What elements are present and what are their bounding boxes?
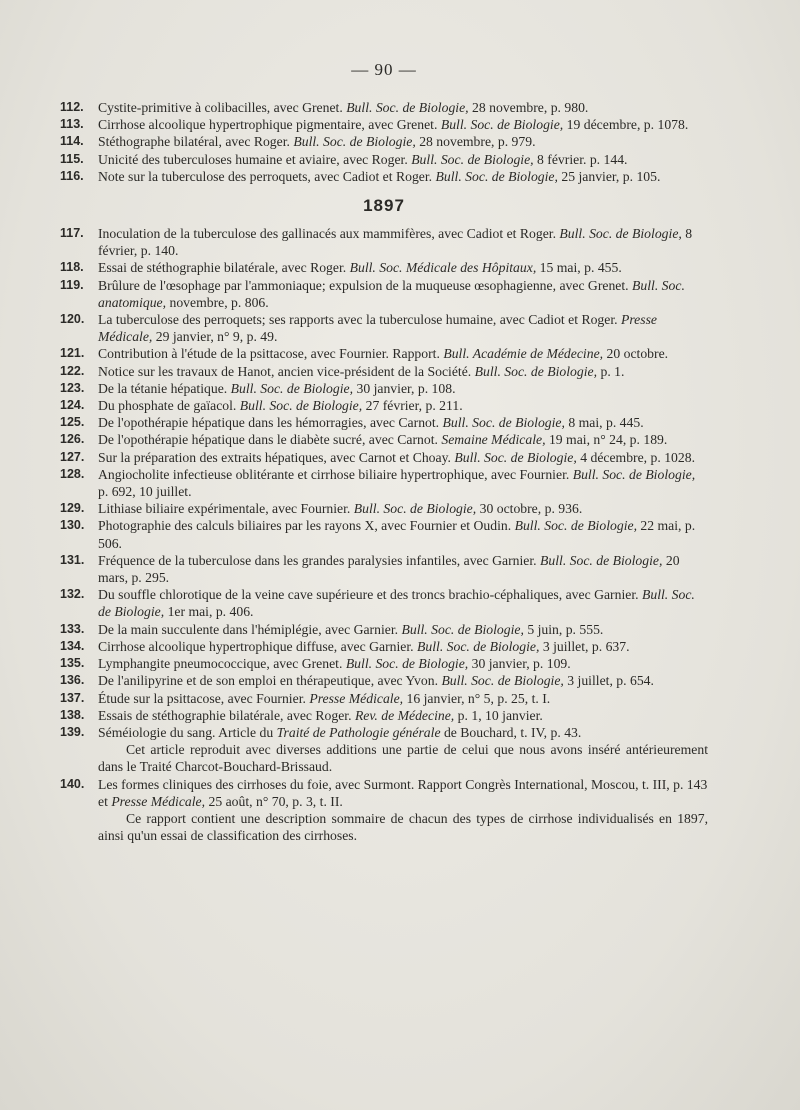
bibliography-entry [60, 345, 708, 362]
entry-number: 121. [60, 346, 85, 361]
bibliography-list-1897 [60, 225, 708, 844]
entry-details: 15 mai, p. 455. [536, 260, 622, 276]
entry-description: Note sur la tuberculose des perroquets, avec Cadiot et Roger. [98, 168, 436, 184]
entry-details: 8 février. p. 144. [533, 151, 628, 167]
entry-description: Séméiologie du sang. Article du [98, 724, 277, 740]
entry-description: De l'opothérapie hépatique dans le diabète sucré, avec Carnot. [98, 432, 442, 448]
entry-number: 140. [60, 776, 85, 791]
entry-text [98, 152, 627, 167]
entry-details: 16 janvier, n° 5, p. 25, t. I. [403, 690, 551, 706]
entry-text [98, 381, 456, 396]
entry-text [98, 226, 692, 258]
entry-details: 19 mai, n° 24, p. 189. [545, 432, 668, 448]
entry-text [98, 169, 660, 184]
bibliography-entry [60, 724, 708, 741]
entry-text [98, 708, 543, 723]
entry-number: 138. [60, 707, 85, 722]
entry-journal: Bull. Soc. de Biologie, [454, 449, 577, 465]
entry-description: Essais de stéthographie bilatérale, avec Roger. [98, 707, 355, 723]
bibliography-entry [60, 431, 708, 448]
bibliography-entry [60, 99, 708, 116]
entry-journal: Presse Médicale, [309, 690, 404, 706]
entry-number: 118. [60, 260, 84, 275]
entry-journal: Bull. Soc. de Biologie, [239, 398, 363, 414]
entry-text [98, 260, 622, 275]
entry-description: Du phosphate de gaïacol. [98, 398, 240, 414]
entry-number: 124. [60, 398, 85, 413]
entry-details: 5 juin, p. 555. [523, 621, 604, 637]
entry-number: 130. [60, 518, 85, 533]
entry-details: 1er mai, p. 406. [164, 604, 254, 620]
entry-number: 125. [60, 415, 85, 430]
bibliography-entry [60, 151, 708, 168]
entry-description: Stéthographe bilatéral, avec Roger. [98, 134, 294, 150]
entry-number: 126. [60, 432, 85, 447]
entry-description: La tuberculose des perroquets; ses rapports avec la tuberculose humaine, avec Cadiot et Roger. [98, 312, 621, 328]
entry-text [98, 117, 688, 132]
entry-details: 30 janvier, p. 109. [468, 656, 571, 672]
entry-text [98, 398, 463, 413]
bibliography-entry [60, 225, 708, 259]
entry-description: Fréquence de la tuberculose dans les grandes paralysies infantiles, avec Garnier. [98, 552, 541, 568]
entry-journal: Bull. Soc. de Biologie, [474, 363, 598, 379]
bibliography-entry [60, 414, 708, 431]
bibliography-entry [60, 672, 708, 689]
bibliography-entry [60, 690, 708, 707]
entry-journal: Bull. Soc. de Biologie, [441, 673, 564, 689]
entry-text [98, 518, 695, 550]
entry-number: 134. [60, 638, 85, 653]
entry-description: Inoculation de la tuberculose des gallinacés aux mammifères, avec Cadiot et Roger. [98, 226, 560, 242]
entry-journal: Bull. Soc. de Biologie, [353, 501, 477, 517]
entry-details: 30 janvier, p. 108. [353, 380, 456, 396]
entry-text [98, 364, 624, 379]
entry-details: 25 août, n° 70, p. 3, t. II. [205, 793, 343, 809]
entry-number: 135. [60, 656, 85, 671]
entry-journal: Bull. Soc. de Biologie, [514, 518, 637, 534]
entry-text [98, 639, 630, 654]
entry-details: 4 décembre, p. 1028. [576, 449, 696, 465]
entry-number: 117. [60, 226, 84, 241]
entry-journal: Bull. Soc. de Biologie, [401, 621, 524, 637]
bibliography-entry [60, 707, 708, 724]
entry-journal: Bull. Soc. Médicale des Hôpitaux, [349, 260, 537, 276]
entry-details: 19 décembre, p. 1078. [563, 117, 689, 133]
entry-journal: Bull. Soc. de Biologie, [411, 151, 534, 167]
entry-number: 128. [60, 466, 85, 481]
bibliography-list-1896 [60, 99, 708, 185]
entry-text [98, 656, 571, 671]
entry-description: De la main succulente dans l'hémiplégie, avec Garnier. [98, 621, 402, 637]
bibliography-entry [60, 449, 708, 466]
entry-number: 114. [60, 134, 84, 149]
entry-number: 122. [60, 363, 85, 378]
entry-details: 28 novembre, p. 979. [415, 134, 536, 150]
bibliography-entry [60, 517, 708, 551]
entry-description: De l'opothérapie hépatique dans les hémorragies, avec Carnot. [98, 415, 443, 431]
page-number: — 90 — [351, 60, 417, 79]
bibliography-entry [60, 586, 708, 620]
entry-description: Photographie des calculs biliaires par les rayons X, avec Fournier et Oudin. [98, 518, 515, 534]
entry-number: 133. [60, 621, 85, 636]
entry-details: novembre, p. 806. [166, 294, 269, 310]
entry-description: Cirrhose alcoolique hypertrophique pigmentaire, avec Grenet. [98, 117, 441, 133]
entry-journal: Bull. Soc. de Biologie, [440, 117, 564, 133]
entry-journal: Bull. Soc. de Biologie, [417, 638, 540, 654]
entry-details: 25 janvier, p. 105. [557, 168, 661, 184]
entry-details: de Bouchard, t. IV, p. 43. [440, 724, 582, 740]
entry-journal: Presse Médicale, [98, 312, 657, 345]
entry-journal: Semaine Médicale, [441, 432, 546, 448]
entry-text [98, 622, 603, 637]
entry-journal: Traité de Pathologie générale [276, 724, 441, 740]
entry-details: 8 février, p. 140. [98, 226, 693, 259]
entry-journal: Bull. Soc. de Biologie, [98, 587, 695, 620]
entry-journal: Bull. Soc. de Biologie, [559, 226, 682, 242]
entry-details: p. 1. [597, 363, 625, 379]
entry-journal: Bull. Académie de Médecine, [443, 346, 604, 362]
bibliography-entry [60, 311, 708, 345]
entry-description: Essai de stéthographie bilatérale, avec Roger. [98, 260, 350, 276]
year-heading: 1897 [363, 196, 405, 216]
entry-description: Unicité des tuberculoses humaine et aviaire, avec Roger. [98, 151, 412, 167]
entry-description: Sur la préparation des extraits hépatiques, avec Carnot et Choay. [98, 449, 455, 465]
entry-details: 20 octobre. [603, 346, 669, 362]
entry-number: 127. [60, 449, 85, 464]
entry-number: 131. [60, 552, 85, 567]
entry-text [98, 100, 588, 115]
bibliography-entry [60, 621, 708, 638]
entry-number: 112. [60, 100, 84, 114]
entry-text [98, 587, 695, 619]
entry-text [98, 134, 536, 149]
entry-journal: Bull. Soc. de Biologie, [345, 656, 469, 672]
entry-description: Les formes cliniques des cirrhoses du foie, avec Surmont. Rapport Congrès International, Moscou, t. III, p. 143 et [98, 776, 708, 809]
entry-number: 115. [60, 151, 84, 166]
entry-journal: Rev. de Médecine, [354, 707, 455, 723]
entry-details: p. 1, 10 janvier. [454, 707, 543, 723]
bibliography-entry [60, 638, 708, 655]
bibliography-entry [60, 500, 708, 517]
bibliography-entry [60, 133, 708, 150]
entry-number: 129. [60, 501, 85, 516]
entry-description: Brûlure de l'œsophage par l'ammoniaque; expulsion de la muqueuse œsophagienne, avec Grenet. [98, 277, 633, 293]
entry-number: 120. [60, 312, 85, 327]
bibliography-entry [60, 116, 708, 133]
bibliography-entry [60, 397, 708, 414]
entry-text [98, 777, 707, 809]
entry-description: Angiocholite infectieuse oblitérante et cirrhose biliaire hypertrophique, avec Fournier. [98, 466, 573, 482]
entry-journal: Bull. Soc. de Biologie, [435, 168, 558, 184]
bibliography-entry [60, 552, 708, 586]
entry-number: 136. [60, 673, 85, 688]
entry-description: Du souffle chlorotique de la veine cave supérieure et des troncs brachio-céphaliques, avec Garnier. [98, 587, 642, 603]
entry-description: De la tétanie hépatique. [98, 380, 231, 396]
entry-text [98, 450, 695, 465]
entry-description: Cystite-primitive à colibacilles, avec Grenet. [98, 100, 347, 115]
entry-journal: Bull. Soc. de Biologie, [230, 380, 354, 396]
entry-description: Cirrhose alcoolique hypertrophique diffuse, avec Garnier. [98, 638, 418, 654]
bibliography-entry [60, 277, 708, 311]
entry-details: 3 juillet, p. 654. [563, 673, 654, 689]
entry-text [98, 467, 695, 499]
entry-number: 137. [60, 690, 85, 705]
entry-number: 123. [60, 380, 85, 395]
bibliography-entry [60, 259, 708, 276]
entry-note: Ce rapport contient une description sommaire de chacun des types de cirrhose individualisés en 1897, ainsi qu'un essai de classification des cirrhoses. [98, 810, 708, 844]
entry-text [98, 553, 680, 585]
bibliography-entry [60, 168, 708, 185]
entry-note: Cet article reproduit avec diverses additions une partie de celui que nous avons inséré antérieurement dans le Traité Charcot-Bouchard-Brissaud. [98, 742, 708, 775]
entry-text [98, 725, 581, 740]
entry-text [98, 312, 657, 344]
entry-description: Notice sur les travaux de Hanot, ancien vice-président de la Société. [98, 363, 475, 379]
entry-journal: Bull. Soc. de Biologie, [572, 466, 696, 482]
entry-text [98, 415, 644, 430]
entry-description: De l'anilipyrine et de son emploi en thérapeutique, avec Yvon. [98, 673, 442, 689]
entry-details: 27 février, p. 211. [362, 398, 463, 414]
entry-details: 8 mai, p. 445. [564, 415, 644, 431]
entry-description: Lithiase biliaire expérimentale, avec Fournier. [98, 501, 354, 517]
entry-text [98, 432, 667, 447]
entry-details: 22 mai, p. 506. [98, 518, 696, 551]
entry-journal: Bull. Soc. de Biologie, [442, 415, 565, 431]
entry-text [98, 278, 685, 310]
entry-text [98, 346, 668, 361]
entry-journal: Presse Médicale, [111, 793, 206, 809]
entry-number: 119. [60, 277, 84, 292]
entry-details: 3 juillet, p. 637. [539, 638, 630, 654]
entry-details: p. 692, 10 juillet. [98, 484, 192, 500]
entry-description: Étude sur la psittacose, avec Fournier. [98, 690, 310, 706]
entry-details: 29 janvier, n° 9, p. 49. [152, 329, 278, 345]
entry-number: 139. [60, 724, 85, 739]
bibliography-entry [60, 466, 708, 500]
entry-number: 132. [60, 587, 85, 602]
bibliography-entry [60, 363, 708, 380]
entry-number: 116. [60, 168, 84, 183]
entry-details: 20 mars, p. 295. [98, 552, 680, 586]
entry-details: 30 octobre, p. 936. [476, 501, 583, 517]
entry-journal: Bull. Soc. de Biologie, [293, 134, 416, 150]
entry-text [98, 691, 550, 706]
bibliography-entry [60, 655, 708, 672]
entry-description: Lymphangite pneumococcique, avec Grenet. [98, 656, 346, 672]
entry-text [98, 673, 654, 688]
entry-description: Contribution à l'étude de la psittacose, avec Fournier. Rapport. [98, 346, 444, 362]
bibliography-entry [60, 380, 708, 397]
entry-number: 113. [60, 117, 84, 132]
entry-journal: Bull. Soc. anatomique, [98, 277, 685, 310]
entry-journal: Bull. Soc. de Biologie, [540, 552, 663, 568]
entry-text [98, 501, 582, 516]
bibliography-entry [60, 776, 708, 810]
entry-journal: Bull. Soc. de Biologie, [346, 100, 469, 115]
entry-details: 28 novembre, p. 980. [468, 100, 589, 115]
